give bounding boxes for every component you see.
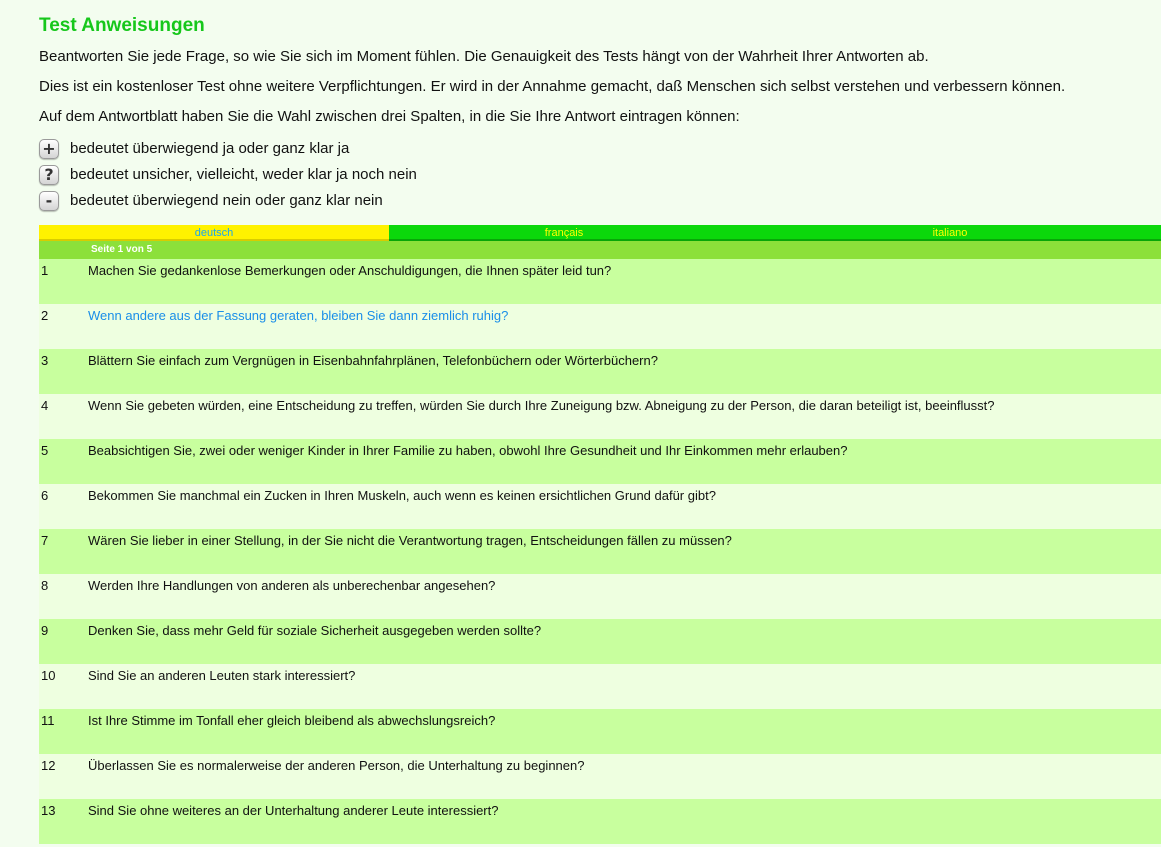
question-row [39, 304, 1161, 349]
question-row [39, 529, 1161, 574]
page-indicator: Seite 1 von 5 [91, 244, 153, 255]
question-number: 5 [41, 443, 49, 458]
legend-text: bedeutet überwiegend ja oder ganz klar ja [70, 140, 350, 157]
question-number: 9 [41, 623, 49, 638]
question-text: Überlassen Sie es normalerweise der anderen Person, die Unterhaltung zu beginnen? [88, 758, 585, 773]
question-row [39, 439, 1161, 484]
legend-text: bedeutet unsicher, vielleicht, weder klar ja noch nein [70, 166, 417, 183]
instruction-paragraph-2: Dies ist ein kostenloser Test ohne weitere Verpflichtungen. Er wird in der Annahme gemacht, daß Menschen sich selbst verstehen und verbessern können. [39, 78, 1066, 95]
tab-language-italiano[interactable]: italiano [739, 225, 1161, 241]
question-row [39, 799, 1161, 844]
question-text: Sind Sie ohne weiteres an der Unterhaltung anderer Leute interessiert? [88, 803, 499, 818]
question-text: Blättern Sie einfach zum Vergnügen in Eisenbahnfahrplänen, Telefonbüchern oder Wörterbüchern? [88, 353, 658, 368]
question-text: Machen Sie gedankenlose Bemerkungen oder Anschuldigungen, die Ihnen später leid tun? [88, 263, 612, 278]
language-tabs [39, 225, 1161, 241]
question-text: Wären Sie lieber in einer Stellung, in der Sie nicht die Verantwortung tragen, Entscheidungen fällen zu müssen? [88, 533, 732, 548]
question-text: Wenn Sie gebeten würden, eine Entscheidung zu treffen, würden Sie durch Ihre Zuneigung bzw. Abneigung zu der Person, die daran beteiligt ist, beeinflusst? [88, 398, 995, 413]
legend-item-no [39, 190, 383, 212]
question-text: Sind Sie an anderen Leuten stark interessiert? [88, 668, 356, 683]
page-title: Test Anweisungen [39, 15, 205, 36]
tab-language-deutsch[interactable]: deutsch [39, 225, 389, 241]
plus-icon: + [39, 139, 59, 159]
question-row [39, 619, 1161, 664]
question-row [39, 259, 1161, 304]
minus-icon: - [39, 191, 59, 211]
question-icon: ? [39, 165, 59, 185]
question-number: 1 [41, 263, 49, 278]
question-number: 8 [41, 578, 49, 593]
question-text: Bekommen Sie manchmal ein Zucken in Ihren Muskeln, auch wenn es keinen ersichtlichen Grund dafür gibt? [88, 488, 716, 503]
pagination-bar [39, 241, 1161, 259]
instruction-paragraph-1: Beantworten Sie jede Frage, so wie Sie sich im Moment fühlen. Die Genauigkeit des Tests hängt von der Wahrheit Ihrer Antworten ab. [39, 48, 929, 65]
question-row [39, 754, 1161, 799]
question-number: 10 [41, 668, 56, 683]
question-number: 12 [41, 758, 56, 773]
question-row [39, 394, 1161, 439]
question-row [39, 349, 1161, 394]
instruction-paragraph-3: Auf dem Antwortblatt haben Sie die Wahl zwischen drei Spalten, in die Sie Ihre Antwort eintragen können: [39, 108, 740, 125]
question-text: Werden Ihre Handlungen von anderen als unberechenbar angesehen? [88, 578, 496, 593]
legend-item-yes [39, 138, 349, 160]
legend-text: bedeutet überwiegend nein oder ganz klar nein [70, 192, 383, 209]
legend-item-unsure [39, 164, 417, 186]
question-number: 11 [41, 713, 55, 728]
question-text: Ist Ihre Stimme im Tonfall eher gleich bleibend als abwechslungsreich? [88, 713, 496, 728]
question-row [39, 484, 1161, 529]
question-number: 13 [41, 803, 56, 818]
question-number: 7 [41, 533, 49, 548]
question-number: 3 [41, 353, 49, 368]
tab-language-francais[interactable]: français [389, 225, 739, 241]
question-row [39, 664, 1161, 709]
question-number: 2 [41, 308, 49, 323]
question-row [39, 709, 1161, 754]
question-number: 6 [41, 488, 49, 503]
question-text[interactable]: Wenn andere aus der Fassung geraten, bleiben Sie dann ziemlich ruhig? [88, 308, 509, 323]
question-text: Denken Sie, dass mehr Geld für soziale Sicherheit ausgegeben werden sollte? [88, 623, 542, 638]
question-text: Beabsichtigen Sie, zwei oder weniger Kinder in Ihrer Familie zu haben, obwohl Ihre Gesundheit und Ihr Einkommen mehr erlauben? [88, 443, 848, 458]
question-row [39, 574, 1161, 619]
question-number: 4 [41, 398, 49, 413]
question-list [39, 259, 1161, 844]
